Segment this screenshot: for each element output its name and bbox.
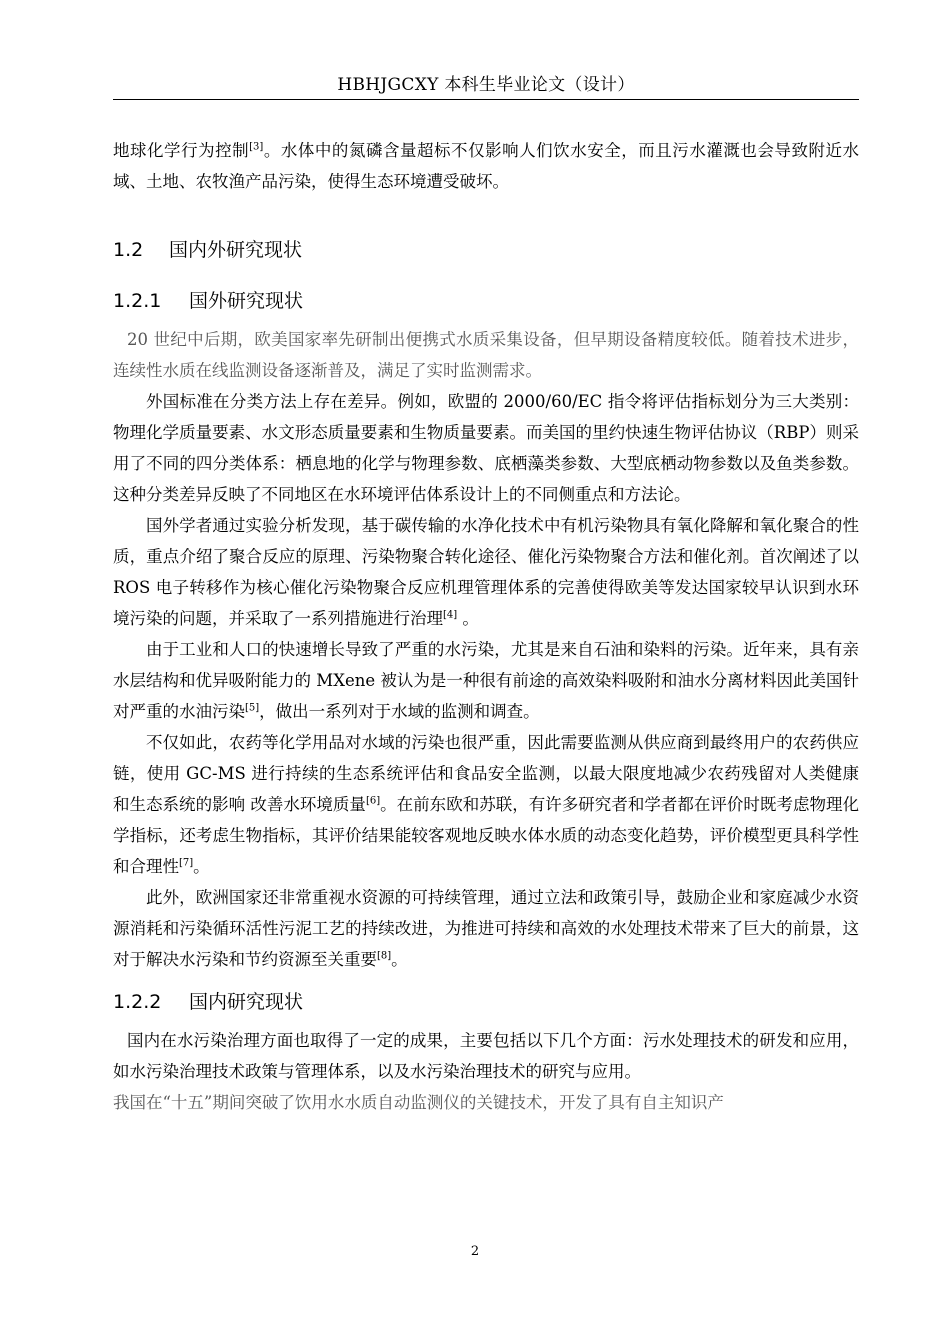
foreign-paragraph-1: 20 世纪中后期，欧美国家率先研制出便携式水质采集设备，但早期设备精度较低。随着技术进步，连续性水质在线监测设备逐渐普及，满足了实时监测需求。 xyxy=(113,330,859,380)
page-number: 2 xyxy=(470,1244,480,1259)
citation: [4] xyxy=(443,609,458,621)
page-header: HBHJGCXY 本科生毕业论文（设计） xyxy=(337,75,635,95)
citation: [5] xyxy=(245,702,260,714)
header-rule xyxy=(113,99,859,100)
paragraph-text: 。在前东欧和苏联，有许多研究者和学者都在评价时既考虑物理化学指标，还考虑生物指标，其评价结果能较客观地反映水体水质的动态变化趋势，评价模型更具科学性和合理性 xyxy=(113,795,859,876)
citation: [3] xyxy=(249,141,264,153)
paragraph-end: 。 xyxy=(457,609,479,628)
section-title: 国外研究现状 xyxy=(189,290,304,312)
intro-text-cont: 。水体中的氮磷含量超标不仅影响人们饮水安全，而且污水灌溉也会导致附近水域、土地、农牧渔产品污染，使得生态环境遭受破坏。 xyxy=(113,141,860,191)
paragraph-text: 不仅如此，农药等化学用品对水域的污染也很严重，因此需要监测从供应商到最终用户的农药供应链，使用 GC-MS 进行持续的生态系统评估和食品安全监测，以最大限度地减少农药残留对人类健康和生态系统的影响 改善水环境质量 xyxy=(113,733,859,814)
intro-text: 地球化学行为控制 xyxy=(113,141,250,160)
paragraph-end: ，做出一系列对于水域的监测和调查。 xyxy=(259,702,540,721)
section-heading-1-2 xyxy=(113,235,859,265)
domestic-paragraph-1: 国内在水污染治理方面也取得了一定的成果，主要包括以下几个方面：污水处理技术的研发和应用，如水污染治理技术政策与管理体系，以及水污染治理技术的研究与应用。 xyxy=(113,1031,859,1081)
section-number: 1.2.2 xyxy=(113,991,162,1013)
citation: [7] xyxy=(179,857,194,869)
paragraph-text: 此外，欧洲国家还非常重视水资源的可持续管理，通过立法和政策引导，鼓励企业和家庭减少水资源消耗和污染循环活性污泥工艺的持续改进，为推进可持续和高效的水处理技术带来了巨大的前景，这对于解决水污染和节约资源至关重要 xyxy=(113,888,859,969)
citation: [6] xyxy=(365,795,381,807)
foreign-paragraph-6 xyxy=(113,882,859,975)
foreign-paragraph-4 xyxy=(113,634,859,727)
foreign-paragraph-3 xyxy=(113,510,859,634)
citation: [8] xyxy=(377,950,392,962)
foreign-paragraph-2: 外国标准在分类方法上存在差异。例如，欧盟的 2000/60/EC 指令将评估指标划分为三大类别：物理化学质量要素、水文形态质量要素和生物质量要素。而美国的里约快速生物评估协议（RBP）则采用了不同的四分类体系：栖息地的化学与物理参数、底栖藻类参数、大型底栖动物参数以及鱼类参数。这种分类差异反映了不同地区在水环境评估体系设计上的不同侧重点和方法论。 xyxy=(113,392,859,504)
section-number: 1.2 xyxy=(113,239,144,261)
domestic-paragraph-2: 我国在“十五”期间突破了饮用水水质自动监测仪的关键技术，开发了具有自主知识产 xyxy=(113,1093,724,1112)
section-number: 1.2.1 xyxy=(113,290,162,312)
section-title: 国内研究现状 xyxy=(189,991,304,1013)
paragraph-text: 国外学者通过实验分析发现，基于碳传输的水净化技术中有机污染物具有氧化降解和氧化聚合的性质，重点介绍了聚合反应的原理、污染物聚合转化途径、催化污染物聚合方法和催化剂。首次阐述了以 ROS 电子转移作为核心催化污染物聚合反应机理管理体系的完善使得欧美等发达国家较早认识到水环境污染的问题，并采取了一系列措施进行治理 xyxy=(113,516,859,628)
paragraph-text: 由于工业和人口的快速增长导致了严重的水污染，尤其是来自石油和染料的污染。近年来，具有亲水层结构和优异吸附能力的 MXene 被认为是一种很有前途的高效染料吸附和油水分离材料因此美国针对严重的水油污染 xyxy=(113,640,859,721)
paragraph-end: 。 xyxy=(193,857,210,876)
section-heading-1-2-2 xyxy=(113,987,859,1017)
page-body xyxy=(113,135,859,1118)
section-heading-1-2-1 xyxy=(113,286,859,316)
paragraph-end: 。 xyxy=(391,950,408,969)
intro-paragraph xyxy=(113,135,859,197)
section-title: 国内外研究现状 xyxy=(169,239,303,261)
foreign-paragraph-5 xyxy=(113,727,859,882)
